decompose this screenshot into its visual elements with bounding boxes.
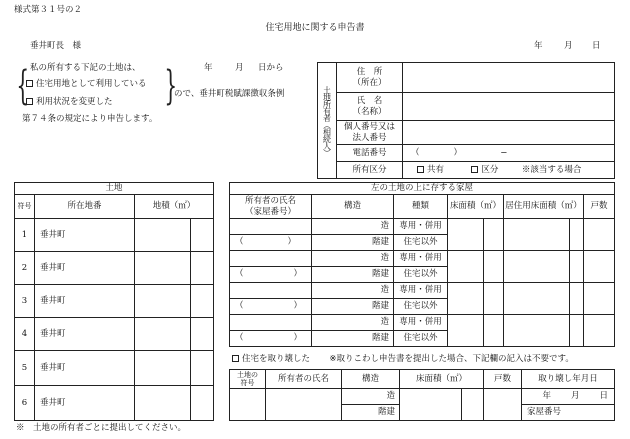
owner-box bbox=[317, 62, 615, 179]
house-floor-area-fraction[interactable] bbox=[484, 315, 504, 347]
left-brace: { bbox=[16, 63, 30, 109]
house-residential-area-fraction[interactable] bbox=[570, 283, 584, 315]
option-changed[interactable] bbox=[26, 98, 113, 107]
land-row-area-fraction[interactable] bbox=[191, 285, 214, 318]
demolition-structure-material[interactable]: 造 bbox=[342, 389, 400, 405]
land-row-area-fraction[interactable] bbox=[191, 219, 214, 252]
owner-side-label: 土地所有者（相続人） bbox=[322, 85, 332, 156]
option-in-use-checkbox[interactable] bbox=[26, 80, 33, 87]
demolition-col-structure: 構造 bbox=[342, 370, 400, 389]
demolition-units[interactable] bbox=[484, 389, 522, 421]
option-changed-label: 利用状況を変更した bbox=[36, 97, 113, 107]
land-row-no: 3 bbox=[15, 285, 35, 318]
house-residential-area[interactable] bbox=[504, 283, 570, 315]
house-units[interactable] bbox=[584, 251, 615, 283]
intro-connector: ので、垂井町税賦課徴収条例 bbox=[174, 89, 285, 99]
demolition-col-no: 土地の 符号 bbox=[230, 370, 266, 389]
ownership-unit-label: 区分 bbox=[481, 164, 499, 175]
land-row-no: 4 bbox=[15, 318, 35, 351]
house-residential-area[interactable] bbox=[504, 315, 570, 347]
house-structure-floors[interactable]: 階建 bbox=[312, 267, 394, 283]
house-residential-area-fraction[interactable] bbox=[570, 315, 584, 347]
land-row-area[interactable] bbox=[135, 219, 191, 252]
land-row-location[interactable]: 垂井町 bbox=[35, 386, 135, 421]
house-col-units: 戸数 bbox=[584, 195, 615, 219]
house-owner-name[interactable] bbox=[230, 283, 312, 299]
ownership-options bbox=[403, 162, 615, 179]
land-col-area: 地積（㎡） bbox=[135, 195, 214, 219]
demolition-land-no[interactable] bbox=[230, 389, 266, 421]
intro-month: 月 bbox=[235, 63, 244, 73]
land-row-area-fraction[interactable] bbox=[191, 386, 214, 421]
house-col-type: 種類 bbox=[394, 195, 448, 219]
demolition-table bbox=[229, 369, 615, 421]
house-table bbox=[229, 182, 615, 347]
right-brace: } bbox=[164, 63, 178, 109]
house-type-non-residential[interactable]: 住宅以外 bbox=[394, 331, 448, 347]
house-number[interactable]: （ ） bbox=[230, 331, 312, 347]
house-structure-floors[interactable]: 階建 bbox=[312, 331, 394, 347]
house-type-residential[interactable]: 専用・併用 bbox=[394, 251, 448, 267]
intro-year: 年 bbox=[204, 63, 213, 73]
house-residential-area-fraction[interactable] bbox=[570, 251, 584, 283]
demolition-house-no[interactable]: 家屋番号 bbox=[522, 405, 615, 421]
house-number[interactable]: （ ） bbox=[230, 267, 312, 283]
ownership-joint-label: 共有 bbox=[427, 164, 445, 175]
house-structure-material[interactable]: 造 bbox=[312, 219, 394, 235]
land-row-location[interactable]: 垂井町 bbox=[35, 285, 135, 318]
intro-from: 日から bbox=[258, 63, 284, 73]
house-row-top bbox=[230, 219, 615, 235]
land-row-no: 6 bbox=[15, 386, 35, 421]
option-in-use[interactable] bbox=[26, 80, 147, 89]
footer-note: ※ 土地の所有者ごとに提出してください。 bbox=[16, 423, 187, 433]
name-label: 氏 名 （名称） bbox=[337, 93, 403, 121]
house-col-owner: 所有者の氏名 （家屋番号） bbox=[230, 195, 312, 219]
house-floor-area[interactable] bbox=[448, 283, 484, 315]
land-row-area[interactable] bbox=[135, 318, 191, 351]
land-row bbox=[15, 386, 214, 421]
ownership-label: 所有区分 bbox=[337, 162, 403, 179]
land-row-area[interactable] bbox=[135, 386, 191, 421]
demolition-floor-area[interactable] bbox=[400, 389, 462, 421]
house-number[interactable]: （ ） bbox=[230, 299, 312, 315]
demolition-col-units: 戸数 bbox=[484, 370, 522, 389]
house-table-header: 左の土地の上に存する家屋 bbox=[230, 183, 615, 195]
ownership-joint-checkbox[interactable] bbox=[417, 166, 424, 173]
intro-line1: 私の所有する下記の土地は、 bbox=[30, 63, 141, 73]
house-number[interactable]: （ ） bbox=[230, 235, 312, 251]
demolition-col-floor-area: 床面積（㎡） bbox=[400, 370, 484, 389]
land-row-area[interactable] bbox=[135, 285, 191, 318]
house-units[interactable] bbox=[584, 219, 615, 251]
land-row-area[interactable] bbox=[135, 351, 191, 386]
land-row-location[interactable]: 垂井町 bbox=[35, 219, 135, 252]
land-row-no: 1 bbox=[15, 219, 35, 252]
land-row bbox=[15, 318, 214, 351]
demolition-note: ※取りこわし申告書を提出した場合、下記欄の記入は不要です。 bbox=[329, 354, 574, 364]
id-number-label: 個人番号又は 法人番号 bbox=[337, 121, 403, 145]
house-row-top bbox=[230, 283, 615, 299]
house-col-structure: 構造 bbox=[312, 195, 394, 219]
house-floor-area[interactable] bbox=[448, 251, 484, 283]
land-col-no: 符号 bbox=[15, 195, 35, 219]
house-owner-name[interactable] bbox=[230, 251, 312, 267]
date-year-label: 年 bbox=[534, 41, 543, 51]
land-row bbox=[15, 351, 214, 386]
demolition-structure-floors[interactable]: 階建 bbox=[342, 405, 400, 421]
land-table-header: 土地 bbox=[15, 183, 214, 195]
demolition-floor-area-fraction[interactable] bbox=[462, 389, 484, 421]
option-in-use-label: 住宅用地として利用している bbox=[36, 79, 147, 89]
house-units[interactable] bbox=[584, 283, 615, 315]
date-day-label: 日 bbox=[592, 41, 601, 51]
land-row bbox=[15, 219, 214, 252]
house-row-top bbox=[230, 251, 615, 267]
phone-field[interactable]: （ ） − bbox=[403, 145, 615, 162]
land-row-no: 5 bbox=[15, 351, 35, 386]
ownership-unit-checkbox[interactable] bbox=[471, 166, 478, 173]
demolition-date[interactable]: 年 月 日 bbox=[522, 389, 615, 405]
land-row bbox=[15, 285, 214, 318]
house-col-floor-area: 床面積（㎡） bbox=[448, 195, 504, 219]
owner-side-label-cell bbox=[318, 63, 337, 179]
land-row-location[interactable]: 垂井町 bbox=[35, 252, 135, 285]
date-month-label: 月 bbox=[564, 41, 573, 51]
house-row-top bbox=[230, 315, 615, 331]
land-row bbox=[15, 252, 214, 285]
name-field[interactable] bbox=[403, 93, 615, 121]
house-floor-area[interactable] bbox=[448, 219, 484, 251]
intro-line3: 第７４条の規定により申告します。 bbox=[22, 114, 158, 124]
land-row-location[interactable]: 垂井町 bbox=[35, 318, 135, 351]
house-type-residential[interactable]: 専用・併用 bbox=[394, 219, 448, 235]
house-floor-area-fraction[interactable] bbox=[484, 219, 504, 251]
addressee: 垂井町長 様 bbox=[30, 41, 82, 51]
form-number: 様式第３１号の２ bbox=[14, 5, 83, 15]
address-field[interactable] bbox=[403, 63, 615, 93]
house-type-residential[interactable]: 専用・併用 bbox=[394, 315, 448, 331]
land-col-location: 所在地番 bbox=[35, 195, 135, 219]
house-owner-name[interactable] bbox=[230, 219, 312, 235]
house-col-residential-area: 居住用床面積（㎡） bbox=[504, 195, 584, 219]
house-units[interactable] bbox=[584, 315, 615, 347]
ownership-note: ※該当する場合 bbox=[521, 164, 582, 175]
house-type-non-residential[interactable]: 住宅以外 bbox=[394, 267, 448, 283]
house-floor-area-fraction[interactable] bbox=[484, 283, 504, 315]
demolition-row-top bbox=[230, 389, 615, 405]
land-row-no: 2 bbox=[15, 252, 35, 285]
demolition-label: 住宅を取り壊した bbox=[242, 354, 311, 364]
land-table bbox=[14, 182, 214, 421]
demolition-option[interactable] bbox=[232, 355, 574, 364]
house-type-residential[interactable]: 専用・併用 bbox=[394, 283, 448, 299]
address-label: 住 所 （所在） bbox=[337, 63, 403, 93]
land-row-area-fraction[interactable] bbox=[191, 351, 214, 386]
house-type-non-residential[interactable]: 住宅以外 bbox=[394, 299, 448, 315]
demolition-col-date: 取り壊し年月日 bbox=[522, 370, 615, 389]
option-changed-checkbox[interactable] bbox=[26, 98, 33, 105]
house-floor-area[interactable] bbox=[448, 315, 484, 347]
house-structure-material[interactable]: 造 bbox=[312, 315, 394, 331]
id-number-field[interactable] bbox=[403, 121, 615, 145]
house-floor-area-fraction[interactable] bbox=[484, 251, 504, 283]
demolition-col-owner: 所有者の氏名 bbox=[266, 370, 342, 389]
demolition-checkbox[interactable] bbox=[232, 355, 239, 362]
house-residential-area-fraction[interactable] bbox=[570, 219, 584, 251]
house-type-non-residential[interactable]: 住宅以外 bbox=[394, 235, 448, 251]
land-row-location[interactable]: 垂井町 bbox=[35, 351, 135, 386]
land-row-area-fraction[interactable] bbox=[191, 252, 214, 285]
house-owner-name[interactable] bbox=[230, 315, 312, 331]
page-title: 住宅用地に関する申告書 bbox=[265, 23, 365, 33]
house-structure-material[interactable]: 造 bbox=[312, 251, 394, 267]
house-structure-floors[interactable]: 階建 bbox=[312, 235, 394, 251]
house-structure-floors[interactable]: 階建 bbox=[312, 299, 394, 315]
house-residential-area[interactable] bbox=[504, 251, 570, 283]
house-structure-material[interactable]: 造 bbox=[312, 283, 394, 299]
land-row-area[interactable] bbox=[135, 252, 191, 285]
land-row-area-fraction[interactable] bbox=[191, 318, 214, 351]
house-residential-area[interactable] bbox=[504, 219, 570, 251]
phone-label: 電話番号 bbox=[337, 145, 403, 162]
demolition-owner-name[interactable] bbox=[266, 389, 342, 421]
